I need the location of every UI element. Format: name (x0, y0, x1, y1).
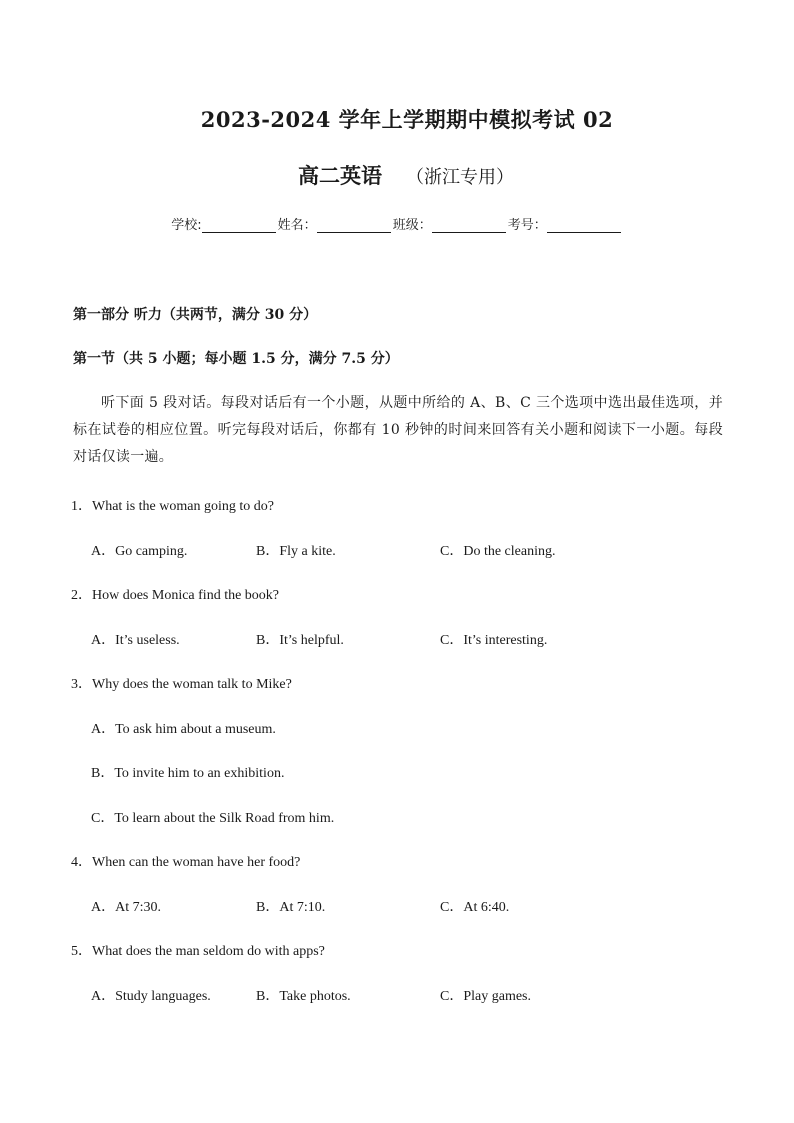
exam-subtitle (0, 160, 794, 190)
question-5-option-a[interactable]: A．Study languages. (91, 989, 211, 1004)
question-5-stem: 5．What does the man seldom do with apps? (71, 944, 325, 959)
question-2-option-c[interactable]: C．It’s interesting. (440, 633, 548, 648)
exam-no-blank[interactable] (547, 218, 621, 233)
question-1-stem: 1．What is the woman going to do? (71, 499, 274, 514)
question-4-option-c[interactable]: C．At 6:40. (440, 900, 510, 915)
question-4-stem: 4．When can the woman have her food? (71, 855, 301, 870)
class-label: 班级： (392, 218, 432, 233)
question-4-option-a[interactable]: A．At 7:30. (91, 900, 161, 915)
school-blank[interactable] (202, 218, 276, 233)
section1-instructions: 听下面 5 段对话。每段对话后有一个小题，从题中所给的 A、B、C 三个选项中选出最佳选项，并标在试卷的相应位置。听完每段对话后，你都有 10 秒钟的时间来回答有关小题和阅读下一小题。每段对话仅读一遍。 (73, 395, 723, 465)
question-3-stem: 3．Why does the woman talk to Mike? (71, 677, 292, 692)
question-1-option-b[interactable]: B．Fly a kite. (256, 544, 336, 559)
question-1-option-c[interactable]: C．Do the cleaning. (440, 544, 556, 559)
question-1-option-a[interactable]: A．Go camping. (91, 544, 188, 559)
name-label: 姓名： (277, 218, 317, 233)
edition-note: （浙江专用） (406, 167, 514, 188)
exam-no-label: 考号： (507, 218, 547, 233)
question-3-option-b[interactable]: B．To invite him to an exhibition. (91, 766, 285, 781)
student-info-line (0, 214, 794, 233)
section1-heading: 第一节（共 5 小题；每小题 1.5 分，满分 7.5 分） (73, 351, 399, 367)
question-5-option-c[interactable]: C．Play games. (440, 989, 531, 1004)
question-2-option-b[interactable]: B．It’s helpful. (256, 633, 344, 648)
question-3-option-c[interactable]: C．To learn about the Silk Road from him. (91, 811, 335, 826)
name-blank[interactable] (317, 218, 391, 233)
exam-title: 2023-2024 学年上学期期中模拟考试 02 (200, 107, 614, 132)
school-label: 学校: (171, 218, 202, 233)
question-2-stem: 2．How does Monica find the book? (71, 588, 280, 603)
part1-heading: 第一部分 听力（共两节，满分 30 分） (73, 307, 318, 323)
question-3-option-a[interactable]: A．To ask him about a museum. (91, 722, 276, 737)
class-blank[interactable] (432, 218, 506, 233)
question-5-option-b[interactable]: B．Take photos. (256, 989, 351, 1004)
question-2-option-a[interactable]: A．It’s useless. (91, 633, 180, 648)
subject-name: 高二英语 (298, 163, 382, 188)
question-4-option-b[interactable]: B．At 7:10. (256, 900, 326, 915)
